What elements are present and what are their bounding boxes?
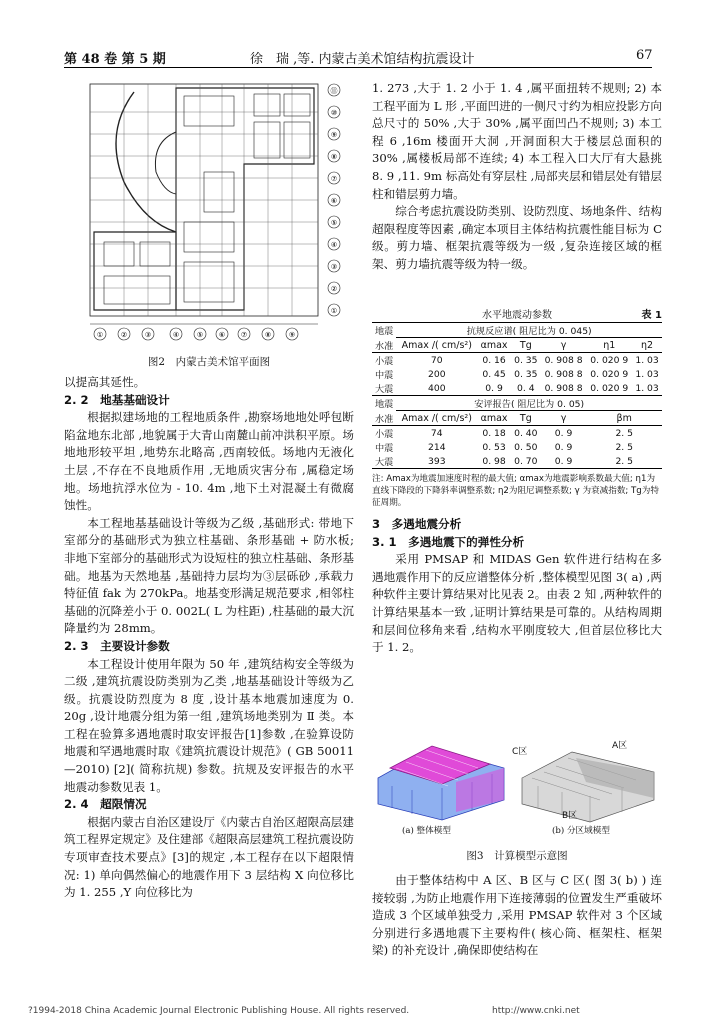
table-head-1: 抗规反应谱( 阻尼比为 0. 045) — [396, 323, 662, 338]
axis-row-label: ② — [330, 285, 338, 293]
paragraph: 本工程设计使用年限为 50 年 ,建筑结构安全等级为二级 ,建筑抗震设防类别为乙类 ,地基基础设计等级为乙级。抗震设防烈度为 8 度 ,设计基本地震加速度为 0. 20g ,设计地震分组为第一组 ,建筑场地类别为 Ⅱ 类。本工程在验算多遇地震时取安评报告[1]参数 ,在验算设防地震和罕遇地震时取《建筑抗震设计规范》( GB 50011—2010) [2]( 简称抗规) 参数。抗规及安评报告的水平地震动参数见表 1。 — [64, 656, 354, 794]
floor-plan-drawing — [64, 72, 354, 352]
copyright: ?1994-2018 China Academic Journal Electronic Publishing House. All rights reserved. — [28, 1006, 410, 1016]
axis-col-label: ① — [96, 331, 104, 339]
axis-col-label: ⑦ — [240, 331, 248, 339]
axis-row-label: ⑦ — [330, 175, 338, 183]
col-head: Amax /( cm/s²) — [396, 411, 477, 426]
axis-col-label: ③ — [144, 331, 152, 339]
paragraph: 采用 PMSAP 和 MIDAS Gen 软件进行结构在多遇地震作用下的反应谱整体分析 ,整体模型见图 3( a) ,两种软件主要计算结果对比见表 2。由表 2 知 ,两种软件的计算结果基本一致 ,证明计算结果是可靠的。从结构周期和层间位移角来看 ,结构水平刚度较大 ,但首层位移比大于 1. 2。 — [372, 552, 662, 655]
section-heading-2-4: 2. 4 超限情况 — [64, 797, 147, 812]
paragraph: 本工程地基基础设计等级为乙级 ,基础形式: 带地下室部分的基础形式为独立柱基础、条形基础 + 防水板; 非地下室部分的基础形式为设短柱的独立柱基础、条形基础。地基为天然地基 ,基础持力层均为③层砾砂 ,承载力特征值 fak 为 270kPa。地基变形满足规范要求 ,相邻柱基础的沉降差小于 0. 002L( L 为柱距) ,柱基础的最大沉降量约为 28mm。 — [64, 515, 354, 636]
model-zones — [522, 752, 654, 822]
section-heading-2-2: 2. 2 地基基础设计 — [64, 392, 170, 407]
col-head: Tg — [511, 411, 541, 426]
axis-row-label: ⑧ — [330, 153, 338, 161]
figure-3-caption: 图3 计算模型示意图 — [466, 850, 568, 862]
rowhead: 地震 — [374, 399, 394, 411]
table-label: 表 1 — [641, 310, 662, 321]
running-title: 徐 瑞 ,等. 内蒙古美术馆结构抗震设计 — [250, 52, 475, 67]
model-overall — [378, 746, 504, 820]
table-head-2: 安评报告( 阻尼比为 0. 05) — [396, 396, 662, 411]
table-1 — [372, 306, 662, 509]
axis-row-label: ⑪ — [330, 87, 338, 95]
paragraph: 由于整体结构中 A 区、B 区与 C 区( 图 3( b) ) 连接较弱 ,为防止地震作用下连接薄弱的位置发生严重破坏造成 3 个区域单独受力 ,采用 PMSAP 软件对 3 个区域分别进行多遇地震下主要构件( 核心筒、框架柱、框架梁) 的补充设计 ,确保即使结构在 — [372, 873, 662, 958]
rowhead: 水准 — [372, 338, 396, 353]
axis-row-label: ⑤ — [330, 219, 338, 227]
rowhead: 地震 — [372, 323, 396, 338]
page-number: 67 — [636, 48, 653, 63]
col-head: γ — [541, 338, 587, 353]
axis-col-label: ④ — [172, 331, 180, 339]
zone-label-a: A区 — [612, 741, 628, 751]
zone-label-b: B区 — [562, 811, 578, 821]
col-head: γ — [541, 411, 587, 426]
rowhead: 水准 — [372, 411, 396, 426]
subcaption-a: (a) 整体模型 — [402, 826, 451, 836]
table-row: 大震 393 0. 98 0. 70 0. 9 2. 5 — [372, 454, 662, 469]
axis-col-label: ⑤ — [196, 331, 204, 339]
paragraph: 综合考虑抗震设防类别、设防烈度、场地条件、结构超限程度等因素 ,确定本项目主体结构抗震性能目标为 C 级。剪力墙、框架抗震等级为一级 ,复杂连接区域的框架、剪力墙抗震等级为特一级。 — [372, 204, 662, 271]
axis-col-label: ⑥ — [218, 331, 226, 339]
col-head: αmax — [477, 411, 511, 426]
table-title: 水平地震动参数 — [482, 310, 552, 321]
axis-col-label: ⑨ — [288, 331, 296, 339]
zone-label-c: C区 — [512, 747, 528, 757]
figure-2 — [64, 72, 354, 370]
table-row: 小震 70 0. 16 0. 35 0. 908 8 0. 020 9 1. 03 — [374, 354, 659, 367]
table-1-grid — [372, 322, 662, 469]
col-head: η2 — [632, 338, 662, 353]
table-row: 大震 400 0. 9 0. 4 0. 908 8 0. 020 9 1. 03 — [372, 381, 662, 396]
table-row: 中震 214 0. 53 0. 50 0. 9 2. 5 — [374, 441, 633, 454]
axis-row-label: ⑩ — [330, 109, 338, 117]
table-note: 注: Amax为地震加速度时程的最大值; αmax为地震影响系数最大值; η1为直线下降段的下降斜率调整系数; η2为阻尼调整系数; γ 为衰减指数; Tg为特征周期。 — [372, 474, 659, 508]
paragraph: 根据内蒙古自治区建设厅《内蒙古自治区超限高层建筑工程界定规定》及住建部《超限高层建筑工程抗震设防专项审查技术要点》[3]的规定 ,本工程存在以下超限情况: 1) 单向偶然偏心的地震作用下 3 层结构 X 向位移比为 1. 255 ,Y 向位移比为 — [64, 814, 354, 900]
axis-row-label: ④ — [330, 241, 338, 249]
section-heading-3-1: 3. 1 多遇地震下的弹性分析 — [372, 534, 525, 549]
section-heading-2-3: 2. 3 主要设计参数 — [64, 638, 170, 653]
col-head: αmax — [477, 338, 511, 353]
figure-3 — [372, 738, 662, 838]
axis-col-label: ② — [120, 331, 128, 339]
figure-2-caption: 图2 内蒙古美术馆平面图 — [147, 356, 271, 368]
axis-row-label: ③ — [330, 263, 338, 271]
right-column-bottom — [372, 872, 662, 960]
axis-row-label: ⑨ — [330, 131, 338, 139]
paragraph: 以提高其延性。 — [64, 375, 146, 389]
paragraph: 1. 273 ,大于 1. 2 小于 1. 4 ,属平面扭转不规则; 2) 本工程平面为 L 形 ,平面凹进的一侧尺寸约为相应投影方向总尺寸的 50% ,大于 30% ,属平面凹凸不规则; 3) 本工程 6 ,16m 楼面开大洞 ,开洞面积大于楼层总面积的 30% ,属楼板局部不连续; 4) 本工程入口大厅有大悬挑 8. 9 ,11. 9m 标高处有穿层柱 ,局部夹层和错层处有错层柱和错层剪力墙。 — [372, 81, 662, 201]
col-head: Amax /( cm/s²) — [396, 338, 477, 353]
col-head: Tg — [511, 338, 541, 353]
header-rule — [64, 67, 652, 68]
axis-col-label: ⑧ — [264, 331, 272, 339]
paragraph: 根据拟建场地的工程地质条件 ,勘察场地地处呼包断陷盆地东北部 ,地貌属于大青山南麓山前冲洪积平原。场地地形较平坦 ,地势东北略高 ,西南较低。场地内无液化土层 ,不存在不良地质作用 ,无地质灾害分布 ,属稳定场地。场地抗浮水位为 - 10. 4m ,地下土对混凝土有微腐蚀性。 — [64, 410, 354, 513]
table-row: 中震 200 0. 45 0. 35 0. 908 8 0. 020 9 1. 03 — [374, 368, 659, 381]
right-column-top — [372, 80, 662, 274]
col-head: βm — [586, 411, 662, 426]
table-row: 小震 74 0. 18 0. 40 0. 9 2. 5 — [374, 427, 633, 440]
subcaption-b: (b) 分区域模型 — [552, 826, 610, 836]
right-column-mid — [372, 516, 662, 657]
axis-row-label: ① — [330, 307, 338, 315]
journal-issue: 第 48 卷 第 5 期 — [64, 52, 166, 67]
page-header — [0, 0, 724, 67]
left-column — [64, 374, 354, 902]
footer-link[interactable]: http://www.cnki.net — [492, 1006, 580, 1016]
axis-row-label: ⑥ — [330, 197, 338, 205]
col-head: η1 — [586, 338, 632, 353]
section-heading-3: 3 多遇地震分析 — [372, 517, 462, 531]
